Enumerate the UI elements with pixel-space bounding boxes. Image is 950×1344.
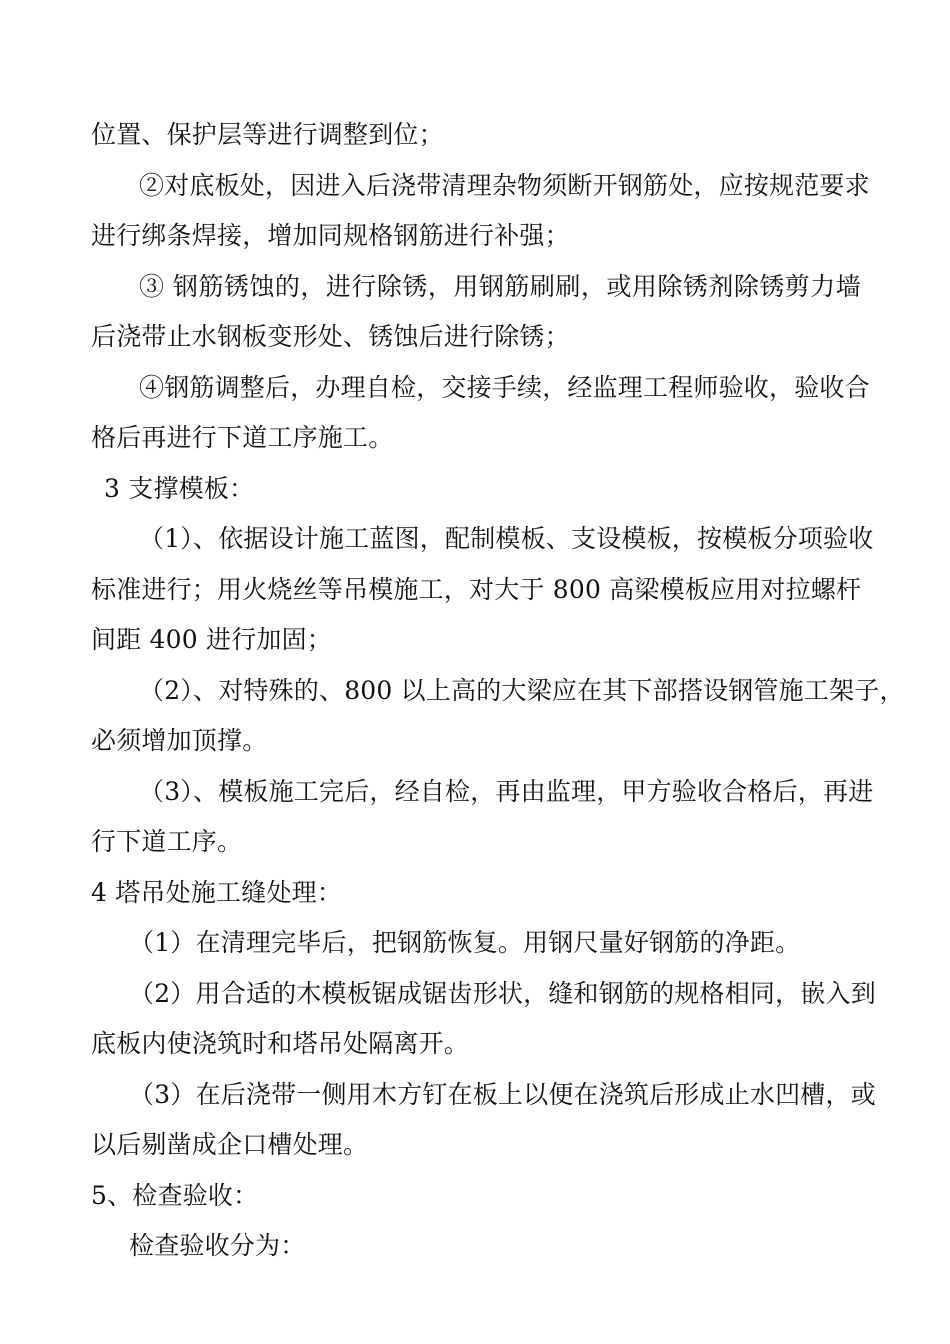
text-line-2: ②对底板处，因进入后浇带清理杂物须断开钢筋处，应按规范要求 xyxy=(139,170,870,200)
text-line-20: （3）在后浇带一侧用木方钉在板上以便在浇筑后形成止水凹槽，或 xyxy=(129,1079,876,1109)
text-line-14: （3）、模板施工完后，经自检，再由监理，甲方验收合格后，再进 xyxy=(139,776,874,806)
text-line-17: （1）在清理完毕后，把钢筋恢复。用钢尺量好钢筋的净距。 xyxy=(129,928,801,957)
text-line-23: 检查验收分为： xyxy=(129,1231,306,1260)
text-line-12: （2）、对特殊的、800 以上高的大梁应在其下部搭设钢管施工架子， xyxy=(139,675,905,705)
text-line-13: 必须增加顶撑。 xyxy=(91,726,268,755)
text-line-10: 标准进行；用火烧丝等吊模施工，对大于 800 高梁模板应用对拉螺杆 xyxy=(91,574,862,604)
text-line-7: 格后再进行下道工序施工。 xyxy=(91,423,394,452)
section-heading-4: 4 塔吊处施工缝处理： xyxy=(91,877,343,907)
text-line-19: 底板内使浇筑时和塔吊处隔离开。 xyxy=(91,1029,470,1058)
text-line-18: （2）用合适的木模板锯成锯齿形状，缝和钢筋的规格相同，嵌入到 xyxy=(129,978,876,1008)
text-line-3: 进行绑条焊接，增加同规格钢筋进行补强； xyxy=(91,221,570,250)
text-line-21: 以后剔凿成企口槽处理。 xyxy=(91,1130,369,1159)
section-heading-3: 3 支撑模板： xyxy=(104,473,255,503)
text-line-4: ③ 钢筋锈蚀的，进行除锈，用钢筋刷刷，或用除锈剂除锈剪力墙 xyxy=(139,271,861,301)
text-line-1: 位置、保护层等进行调整到位； xyxy=(91,120,444,149)
text-line-15: 行下道工序。 xyxy=(91,827,243,856)
document-body xyxy=(91,110,905,1272)
section-heading-5: 5、检查验收： xyxy=(91,1180,259,1210)
text-line-9: （1）、依据设计施工蓝图，配制模板、支设模板，按模板分项验收 xyxy=(139,524,874,553)
text-line-6: ④钢筋调整后，办理自检，交接手续，经监理工程师验收，验收合 xyxy=(139,372,870,402)
text-line-11: 间距 400 进行加固； xyxy=(91,625,333,654)
text-line-5: 后浇带止水钢板变形处、锈蚀后进行除锈； xyxy=(91,322,570,351)
